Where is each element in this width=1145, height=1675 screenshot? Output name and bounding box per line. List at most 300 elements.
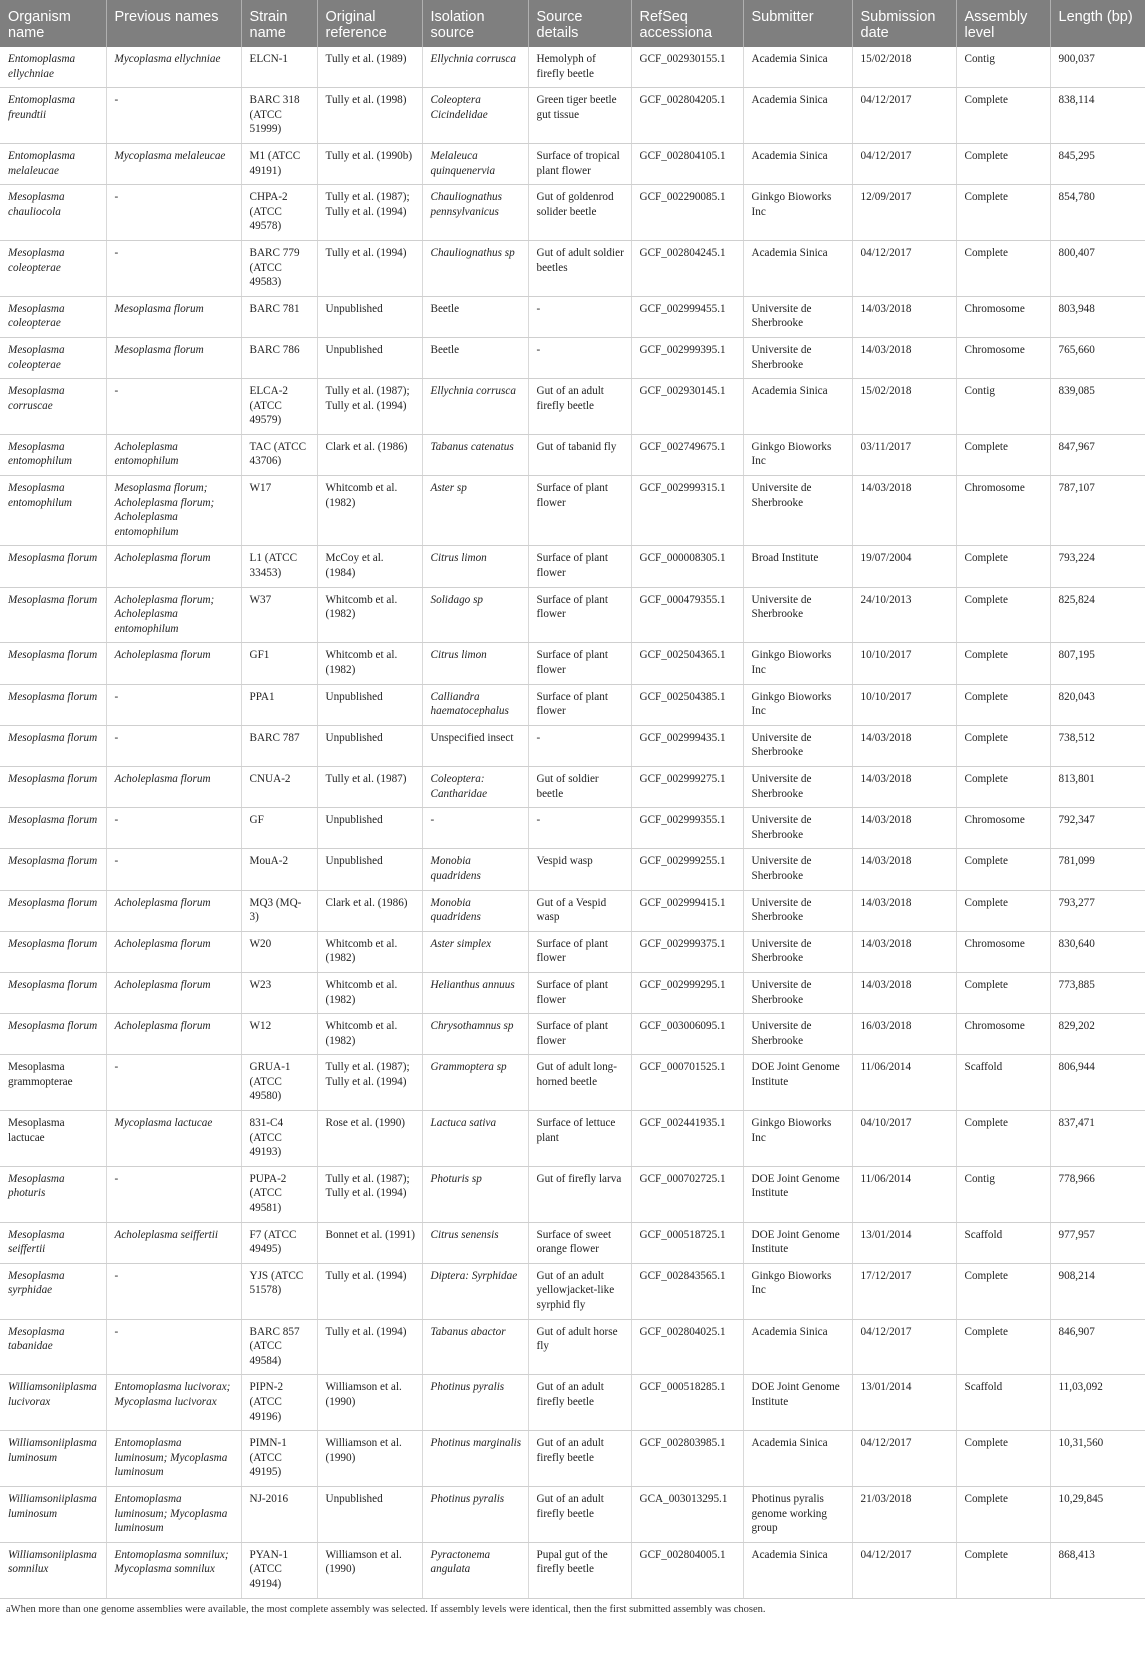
- cell-length: 839,085: [1050, 379, 1145, 435]
- cell-previous-names: Acholeplasma florum: [106, 931, 241, 972]
- cell-previous-names: -: [106, 725, 241, 766]
- cell-assembly-level: Complete: [956, 1486, 1050, 1542]
- table-row: [0, 1431, 1145, 1487]
- cell-original-reference: Unpublished: [317, 684, 422, 725]
- table-row: [0, 808, 1145, 849]
- cell-submission-date: 14/03/2018: [852, 725, 956, 766]
- cell-strain-name: BARC 318 (ATCC 51999): [241, 88, 317, 144]
- header-previous-names: Previous names: [106, 0, 241, 47]
- table-row: [0, 1014, 1145, 1055]
- cell-submission-date: 10/10/2017: [852, 684, 956, 725]
- cell-isolation-source: Monobia quadridens: [422, 890, 528, 931]
- cell-isolation-source: Solidago sp: [422, 587, 528, 643]
- cell-organism-name: Mesoplasma florum: [0, 766, 106, 807]
- cell-strain-name: CHPA-2 (ATCC 49578): [241, 185, 317, 241]
- cell-previous-names: Entomoplasma somnilux; Mycoplasma somnilux: [106, 1542, 241, 1598]
- cell-isolation-source: Chauliognathus sp: [422, 240, 528, 296]
- cell-previous-names: Acholeplasma florum: [106, 890, 241, 931]
- table-row: [0, 296, 1145, 337]
- cell-source-details: Gut of firefly larva: [528, 1166, 631, 1222]
- cell-submission-date: 24/10/2013: [852, 587, 956, 643]
- cell-submitter: Universite de Sherbrooke: [743, 476, 852, 546]
- cell-strain-name: CNUA-2: [241, 766, 317, 807]
- cell-previous-names: Acholeplasma entomophilum: [106, 434, 241, 475]
- cell-source-details: Gut of soldier beetle: [528, 766, 631, 807]
- cell-submission-date: 11/06/2014: [852, 1166, 956, 1222]
- cell-assembly-level: Complete: [956, 684, 1050, 725]
- cell-assembly-level: Complete: [956, 1431, 1050, 1487]
- cell-submission-date: 15/02/2018: [852, 47, 956, 88]
- cell-length: 845,295: [1050, 143, 1145, 184]
- cell-organism-name: Mesoplasma entomophilum: [0, 476, 106, 546]
- cell-submission-date: 19/07/2004: [852, 546, 956, 587]
- cell-refseq-accession: GCF_002999455.1: [631, 296, 743, 337]
- cell-original-reference: Tully et al. (1987); Tully et al. (1994): [317, 1055, 422, 1111]
- cell-strain-name: BARC 779 (ATCC 49583): [241, 240, 317, 296]
- table-row: [0, 434, 1145, 475]
- cell-isolation-source: Beetle: [422, 296, 528, 337]
- cell-previous-names: -: [106, 1319, 241, 1375]
- cell-refseq-accession: GCF_003006095.1: [631, 1014, 743, 1055]
- cell-isolation-source: Aster simplex: [422, 931, 528, 972]
- cell-submission-date: 11/06/2014: [852, 1055, 956, 1111]
- table-row: [0, 849, 1145, 890]
- table-row: [0, 1375, 1145, 1431]
- cell-source-details: Gut of an adult yellowjacket-like syrphid fly: [528, 1263, 631, 1319]
- cell-previous-names: -: [106, 240, 241, 296]
- cell-organism-name: Mesoplasma coleopterae: [0, 240, 106, 296]
- cell-refseq-accession: GCF_002504385.1: [631, 684, 743, 725]
- table-row: [0, 240, 1145, 296]
- cell-length: 977,957: [1050, 1222, 1145, 1263]
- cell-source-details: Surface of sweet orange flower: [528, 1222, 631, 1263]
- cell-original-reference: Whitcomb et al. (1982): [317, 587, 422, 643]
- cell-submission-date: 04/12/2017: [852, 1319, 956, 1375]
- cell-isolation-source: Photinus pyralis: [422, 1486, 528, 1542]
- cell-submission-date: 14/03/2018: [852, 808, 956, 849]
- cell-source-details: Gut of an adult firefly beetle: [528, 1431, 631, 1487]
- cell-submitter: Universite de Sherbrooke: [743, 849, 852, 890]
- cell-isolation-source: Unspecified insect: [422, 725, 528, 766]
- cell-original-reference: Bonnet et al. (1991): [317, 1222, 422, 1263]
- cell-strain-name: 831-C4 (ATCC 49193): [241, 1111, 317, 1167]
- header-organism-name: Organism name: [0, 0, 106, 47]
- cell-isolation-source: Photinus marginalis: [422, 1431, 528, 1487]
- cell-strain-name: PPA1: [241, 684, 317, 725]
- cell-submission-date: 14/03/2018: [852, 476, 956, 546]
- header-refseq-accession: RefSeq accessiona: [631, 0, 743, 47]
- cell-refseq-accession: GCF_002804245.1: [631, 240, 743, 296]
- cell-original-reference: Tully et al. (1990b): [317, 143, 422, 184]
- table-row: [0, 1319, 1145, 1375]
- table-row: [0, 1111, 1145, 1167]
- cell-original-reference: Whitcomb et al. (1982): [317, 643, 422, 684]
- cell-source-details: Surface of plant flower: [528, 546, 631, 587]
- cell-assembly-level: Complete: [956, 434, 1050, 475]
- cell-previous-names: Mesoplasma florum; Acholeplasma florum; Acholeplasma entomophilum: [106, 476, 241, 546]
- cell-original-reference: Whitcomb et al. (1982): [317, 1014, 422, 1055]
- cell-submitter: Universite de Sherbrooke: [743, 931, 852, 972]
- cell-refseq-accession: GCF_002930145.1: [631, 379, 743, 435]
- cell-organism-name: Mesoplasma syrphidae: [0, 1263, 106, 1319]
- cell-length: 807,195: [1050, 643, 1145, 684]
- cell-refseq-accession: GCF_002999395.1: [631, 337, 743, 378]
- cell-organism-name: Williamsoniiplasma luminosum: [0, 1486, 106, 1542]
- cell-original-reference: Tully et al. (1998): [317, 88, 422, 144]
- cell-organism-name: Mesoplasma lactucae: [0, 1111, 106, 1167]
- cell-original-reference: Williamson et al. (1990): [317, 1375, 422, 1431]
- cell-previous-names: Acholeplasma seiffertii: [106, 1222, 241, 1263]
- cell-submission-date: 04/10/2017: [852, 1111, 956, 1167]
- cell-previous-names: -: [106, 684, 241, 725]
- cell-previous-names: -: [106, 379, 241, 435]
- cell-source-details: Surface of plant flower: [528, 931, 631, 972]
- cell-previous-names: -: [106, 185, 241, 241]
- cell-organism-name: Mesoplasma corruscae: [0, 379, 106, 435]
- header-original-reference: Original reference: [317, 0, 422, 47]
- cell-assembly-level: Complete: [956, 643, 1050, 684]
- cell-source-details: Surface of plant flower: [528, 684, 631, 725]
- cell-submitter: Universite de Sherbrooke: [743, 337, 852, 378]
- cell-assembly-level: Chromosome: [956, 296, 1050, 337]
- cell-submitter: Ginkgo Bioworks Inc: [743, 185, 852, 241]
- cell-strain-name: W12: [241, 1014, 317, 1055]
- cell-submission-date: 04/12/2017: [852, 1542, 956, 1598]
- cell-previous-names: -: [106, 849, 241, 890]
- cell-isolation-source: Pyractonema angulata: [422, 1542, 528, 1598]
- cell-assembly-level: Complete: [956, 766, 1050, 807]
- cell-strain-name: GRUA-1 (ATCC 49580): [241, 1055, 317, 1111]
- cell-source-details: Gut of an adult firefly beetle: [528, 379, 631, 435]
- cell-strain-name: YJS (ATCC 51578): [241, 1263, 317, 1319]
- cell-source-details: Surface of tropical plant flower: [528, 143, 631, 184]
- cell-length: 838,114: [1050, 88, 1145, 144]
- cell-length: 781,099: [1050, 849, 1145, 890]
- cell-isolation-source: Coleoptera: Cantharidae: [422, 766, 528, 807]
- cell-isolation-source: Photuris sp: [422, 1166, 528, 1222]
- cell-organism-name: Mesoplasma florum: [0, 643, 106, 684]
- cell-submitter: Academia Sinica: [743, 240, 852, 296]
- header-submitter: Submitter: [743, 0, 852, 47]
- cell-previous-names: Acholeplasma florum: [106, 546, 241, 587]
- cell-refseq-accession: GCF_002999415.1: [631, 890, 743, 931]
- cell-assembly-level: Complete: [956, 1542, 1050, 1598]
- cell-refseq-accession: GCF_002999295.1: [631, 972, 743, 1013]
- cell-length: 825,824: [1050, 587, 1145, 643]
- cell-organism-name: Mesoplasma florum: [0, 546, 106, 587]
- cell-submitter: Ginkgo Bioworks Inc: [743, 1111, 852, 1167]
- cell-source-details: Gut of goldenrod solider beetle: [528, 185, 631, 241]
- cell-refseq-accession: GCF_002804005.1: [631, 1542, 743, 1598]
- cell-organism-name: Mesoplasma coleopterae: [0, 296, 106, 337]
- cell-submission-date: 04/12/2017: [852, 143, 956, 184]
- cell-assembly-level: Complete: [956, 1319, 1050, 1375]
- cell-length: 806,944: [1050, 1055, 1145, 1111]
- cell-assembly-level: Complete: [956, 587, 1050, 643]
- cell-refseq-accession: GCF_000479355.1: [631, 587, 743, 643]
- cell-isolation-source: Lactuca sativa: [422, 1111, 528, 1167]
- cell-source-details: Gut of an adult firefly beetle: [528, 1486, 631, 1542]
- cell-isolation-source: Melaleuca quinquenervia: [422, 143, 528, 184]
- table-row: [0, 88, 1145, 144]
- header-isolation-source: Isolation source: [422, 0, 528, 47]
- cell-isolation-source: Photinus pyralis: [422, 1375, 528, 1431]
- cell-original-reference: Whitcomb et al. (1982): [317, 476, 422, 546]
- cell-strain-name: BARC 786: [241, 337, 317, 378]
- cell-assembly-level: Contig: [956, 47, 1050, 88]
- cell-strain-name: PYAN-1 (ATCC 49194): [241, 1542, 317, 1598]
- cell-refseq-accession: GCF_002999315.1: [631, 476, 743, 546]
- cell-organism-name: Mesoplasma florum: [0, 684, 106, 725]
- cell-original-reference: Williamson et al. (1990): [317, 1542, 422, 1598]
- cell-isolation-source: Monobia quadridens: [422, 849, 528, 890]
- cell-original-reference: Whitcomb et al. (1982): [317, 972, 422, 1013]
- table-row: [0, 337, 1145, 378]
- cell-refseq-accession: GCF_002749675.1: [631, 434, 743, 475]
- cell-strain-name: BARC 857 (ATCC 49584): [241, 1319, 317, 1375]
- cell-original-reference: Unpublished: [317, 337, 422, 378]
- cell-original-reference: Williamson et al. (1990): [317, 1431, 422, 1487]
- table-row: [0, 643, 1145, 684]
- cell-length: 908,214: [1050, 1263, 1145, 1319]
- cell-refseq-accession: GCF_002930155.1: [631, 47, 743, 88]
- cell-previous-names: Mycoplasma lactucae: [106, 1111, 241, 1167]
- header-row: [0, 0, 1145, 47]
- cell-isolation-source: Citrus limon: [422, 546, 528, 587]
- table-row: [0, 587, 1145, 643]
- cell-refseq-accession: GCF_002999275.1: [631, 766, 743, 807]
- cell-assembly-level: Complete: [956, 143, 1050, 184]
- cell-original-reference: Whitcomb et al. (1982): [317, 931, 422, 972]
- table-row: [0, 379, 1145, 435]
- cell-strain-name: W20: [241, 931, 317, 972]
- header-strain-name: Strain name: [241, 0, 317, 47]
- table-row: [0, 185, 1145, 241]
- cell-assembly-level: Complete: [956, 185, 1050, 241]
- cell-length: 10,29,845: [1050, 1486, 1145, 1542]
- cell-assembly-level: Chromosome: [956, 1014, 1050, 1055]
- cell-refseq-accession: GCF_002843565.1: [631, 1263, 743, 1319]
- table-row: [0, 725, 1145, 766]
- cell-source-details: Surface of plant flower: [528, 643, 631, 684]
- cell-submitter: Universite de Sherbrooke: [743, 972, 852, 1013]
- cell-submission-date: 04/12/2017: [852, 240, 956, 296]
- cell-organism-name: Mesoplasma florum: [0, 890, 106, 931]
- cell-source-details: Gut of a Vespid wasp: [528, 890, 631, 931]
- cell-submission-date: 03/11/2017: [852, 434, 956, 475]
- cell-refseq-accession: GCF_002999435.1: [631, 725, 743, 766]
- cell-strain-name: PUPA-2 (ATCC 49581): [241, 1166, 317, 1222]
- cell-previous-names: Entomoplasma luminosum; Mycoplasma luminosum: [106, 1431, 241, 1487]
- cell-isolation-source: Helianthus annuus: [422, 972, 528, 1013]
- cell-assembly-level: Complete: [956, 725, 1050, 766]
- cell-assembly-level: Complete: [956, 240, 1050, 296]
- cell-isolation-source: -: [422, 808, 528, 849]
- cell-isolation-source: Beetle: [422, 337, 528, 378]
- cell-strain-name: NJ-2016: [241, 1486, 317, 1542]
- table-row: [0, 1222, 1145, 1263]
- cell-length: 854,780: [1050, 185, 1145, 241]
- cell-isolation-source: Aster sp: [422, 476, 528, 546]
- cell-length: 778,966: [1050, 1166, 1145, 1222]
- cell-length: 738,512: [1050, 725, 1145, 766]
- cell-organism-name: Mesoplasma florum: [0, 808, 106, 849]
- cell-assembly-level: Scaffold: [956, 1375, 1050, 1431]
- cell-submitter: Universite de Sherbrooke: [743, 766, 852, 807]
- cell-assembly-level: Complete: [956, 88, 1050, 144]
- cell-submitter: Universite de Sherbrooke: [743, 587, 852, 643]
- cell-organism-name: Entomoplasma melaleucae: [0, 143, 106, 184]
- cell-assembly-level: Contig: [956, 1166, 1050, 1222]
- cell-submitter: Academia Sinica: [743, 88, 852, 144]
- cell-source-details: -: [528, 725, 631, 766]
- cell-previous-names: Mycoplasma ellychniae: [106, 47, 241, 88]
- cell-isolation-source: Tabanus abactor: [422, 1319, 528, 1375]
- cell-submission-date: 14/03/2018: [852, 337, 956, 378]
- cell-submission-date: 17/12/2017: [852, 1263, 956, 1319]
- cell-original-reference: McCoy et al. (1984): [317, 546, 422, 587]
- cell-submission-date: 14/03/2018: [852, 890, 956, 931]
- cell-isolation-source: Ellychnia corrusca: [422, 379, 528, 435]
- cell-previous-names: Acholeplasma florum: [106, 643, 241, 684]
- cell-source-details: Vespid wasp: [528, 849, 631, 890]
- cell-original-reference: Tully et al. (1987); Tully et al. (1994): [317, 185, 422, 241]
- cell-organism-name: Williamsoniiplasma lucivorax: [0, 1375, 106, 1431]
- header-source-details: Source details: [528, 0, 631, 47]
- cell-organism-name: Mesoplasma florum: [0, 931, 106, 972]
- cell-original-reference: Clark et al. (1986): [317, 890, 422, 931]
- cell-refseq-accession: GCF_002290085.1: [631, 185, 743, 241]
- table-body: [0, 47, 1145, 1598]
- cell-isolation-source: Ellychnia corrusca: [422, 47, 528, 88]
- header-assembly-level: Assembly level: [956, 0, 1050, 47]
- cell-submission-date: 13/01/2014: [852, 1222, 956, 1263]
- cell-assembly-level: Chromosome: [956, 476, 1050, 546]
- cell-submission-date: 14/03/2018: [852, 766, 956, 807]
- cell-submitter: Academia Sinica: [743, 1319, 852, 1375]
- cell-source-details: Surface of plant flower: [528, 476, 631, 546]
- cell-strain-name: MouA-2: [241, 849, 317, 890]
- cell-organism-name: Mesoplasma entomophilum: [0, 434, 106, 475]
- cell-original-reference: Tully et al. (1994): [317, 1263, 422, 1319]
- cell-length: 846,907: [1050, 1319, 1145, 1375]
- cell-length: 800,407: [1050, 240, 1145, 296]
- cell-assembly-level: Complete: [956, 849, 1050, 890]
- cell-strain-name: PIPN-2 (ATCC 49196): [241, 1375, 317, 1431]
- cell-length: 803,948: [1050, 296, 1145, 337]
- cell-submitter: DOE Joint Genome Institute: [743, 1055, 852, 1111]
- cell-isolation-source: Coleoptera Cicindelidae: [422, 88, 528, 144]
- cell-length: 830,640: [1050, 931, 1145, 972]
- cell-organism-name: Mesoplasma coleopterae: [0, 337, 106, 378]
- cell-submitter: Ginkgo Bioworks Inc: [743, 434, 852, 475]
- cell-assembly-level: Complete: [956, 546, 1050, 587]
- cell-refseq-accession: GCF_002999255.1: [631, 849, 743, 890]
- cell-strain-name: W17: [241, 476, 317, 546]
- cell-organism-name: Mesoplasma seiffertii: [0, 1222, 106, 1263]
- cell-isolation-source: Tabanus catenatus: [422, 434, 528, 475]
- cell-assembly-level: Chromosome: [956, 337, 1050, 378]
- cell-length: 11,03,092: [1050, 1375, 1145, 1431]
- cell-length: 792,347: [1050, 808, 1145, 849]
- cell-previous-names: Acholeplasma florum: [106, 766, 241, 807]
- cell-strain-name: W37: [241, 587, 317, 643]
- cell-original-reference: Clark et al. (1986): [317, 434, 422, 475]
- cell-assembly-level: Chromosome: [956, 808, 1050, 849]
- cell-submitter: Universite de Sherbrooke: [743, 725, 852, 766]
- cell-strain-name: BARC 781: [241, 296, 317, 337]
- cell-original-reference: Tully et al. (1994): [317, 1319, 422, 1375]
- table-row: [0, 1263, 1145, 1319]
- cell-submitter: Universite de Sherbrooke: [743, 296, 852, 337]
- cell-assembly-level: Complete: [956, 1263, 1050, 1319]
- cell-source-details: Surface of plant flower: [528, 972, 631, 1013]
- cell-length: 813,801: [1050, 766, 1145, 807]
- cell-previous-names: Entomoplasma lucivorax; Mycoplasma lucivorax: [106, 1375, 241, 1431]
- cell-source-details: Pupal gut of the firefly beetle: [528, 1542, 631, 1598]
- cell-assembly-level: Contig: [956, 379, 1050, 435]
- cell-length: 793,224: [1050, 546, 1145, 587]
- cell-strain-name: W23: [241, 972, 317, 1013]
- cell-previous-names: -: [106, 88, 241, 144]
- cell-submission-date: 10/10/2017: [852, 643, 956, 684]
- cell-submitter: Ginkgo Bioworks Inc: [743, 643, 852, 684]
- cell-organism-name: Mesoplasma photuris: [0, 1166, 106, 1222]
- cell-organism-name: Mesoplasma florum: [0, 725, 106, 766]
- cell-submitter: Ginkgo Bioworks Inc: [743, 684, 852, 725]
- cell-submission-date: 16/03/2018: [852, 1014, 956, 1055]
- table-row: [0, 1166, 1145, 1222]
- cell-previous-names: -: [106, 808, 241, 849]
- table-row: [0, 766, 1145, 807]
- cell-assembly-level: Chromosome: [956, 931, 1050, 972]
- cell-submitter: DOE Joint Genome Institute: [743, 1375, 852, 1431]
- cell-submission-date: 15/02/2018: [852, 379, 956, 435]
- cell-source-details: Gut of adult soldier beetles: [528, 240, 631, 296]
- cell-assembly-level: Complete: [956, 1111, 1050, 1167]
- cell-submitter: Academia Sinica: [743, 379, 852, 435]
- cell-previous-names: -: [106, 1055, 241, 1111]
- cell-refseq-accession: GCF_002504365.1: [631, 643, 743, 684]
- cell-source-details: Surface of plant flower: [528, 1014, 631, 1055]
- cell-refseq-accession: GCF_000701525.1: [631, 1055, 743, 1111]
- cell-organism-name: Mesoplasma florum: [0, 849, 106, 890]
- cell-submission-date: 21/03/2018: [852, 1486, 956, 1542]
- cell-organism-name: Williamsoniiplasma somnilux: [0, 1542, 106, 1598]
- cell-strain-name: MQ3 (MQ-3): [241, 890, 317, 931]
- cell-refseq-accession: GCF_000518725.1: [631, 1222, 743, 1263]
- table-row: [0, 1055, 1145, 1111]
- cell-assembly-level: Scaffold: [956, 1222, 1050, 1263]
- cell-submission-date: 04/12/2017: [852, 1431, 956, 1487]
- cell-isolation-source: Diptera: Syrphidae: [422, 1263, 528, 1319]
- table-row: [0, 931, 1145, 972]
- header-length: Length (bp): [1050, 0, 1145, 47]
- cell-refseq-accession: GCF_002804105.1: [631, 143, 743, 184]
- cell-source-details: Surface of plant flower: [528, 587, 631, 643]
- cell-organism-name: Mesoplasma florum: [0, 1014, 106, 1055]
- cell-isolation-source: Citrus senensis: [422, 1222, 528, 1263]
- cell-previous-names: -: [106, 1263, 241, 1319]
- cell-strain-name: L1 (ATCC 33453): [241, 546, 317, 587]
- cell-organism-name: Mesoplasma chauliocola: [0, 185, 106, 241]
- header-submission-date: Submission date: [852, 0, 956, 47]
- cell-original-reference: Tully et al. (1994): [317, 240, 422, 296]
- table-row: [0, 546, 1145, 587]
- cell-source-details: Surface of lettuce plant: [528, 1111, 631, 1167]
- cell-refseq-accession: GCF_002999375.1: [631, 931, 743, 972]
- cell-refseq-accession: GCF_002803985.1: [631, 1431, 743, 1487]
